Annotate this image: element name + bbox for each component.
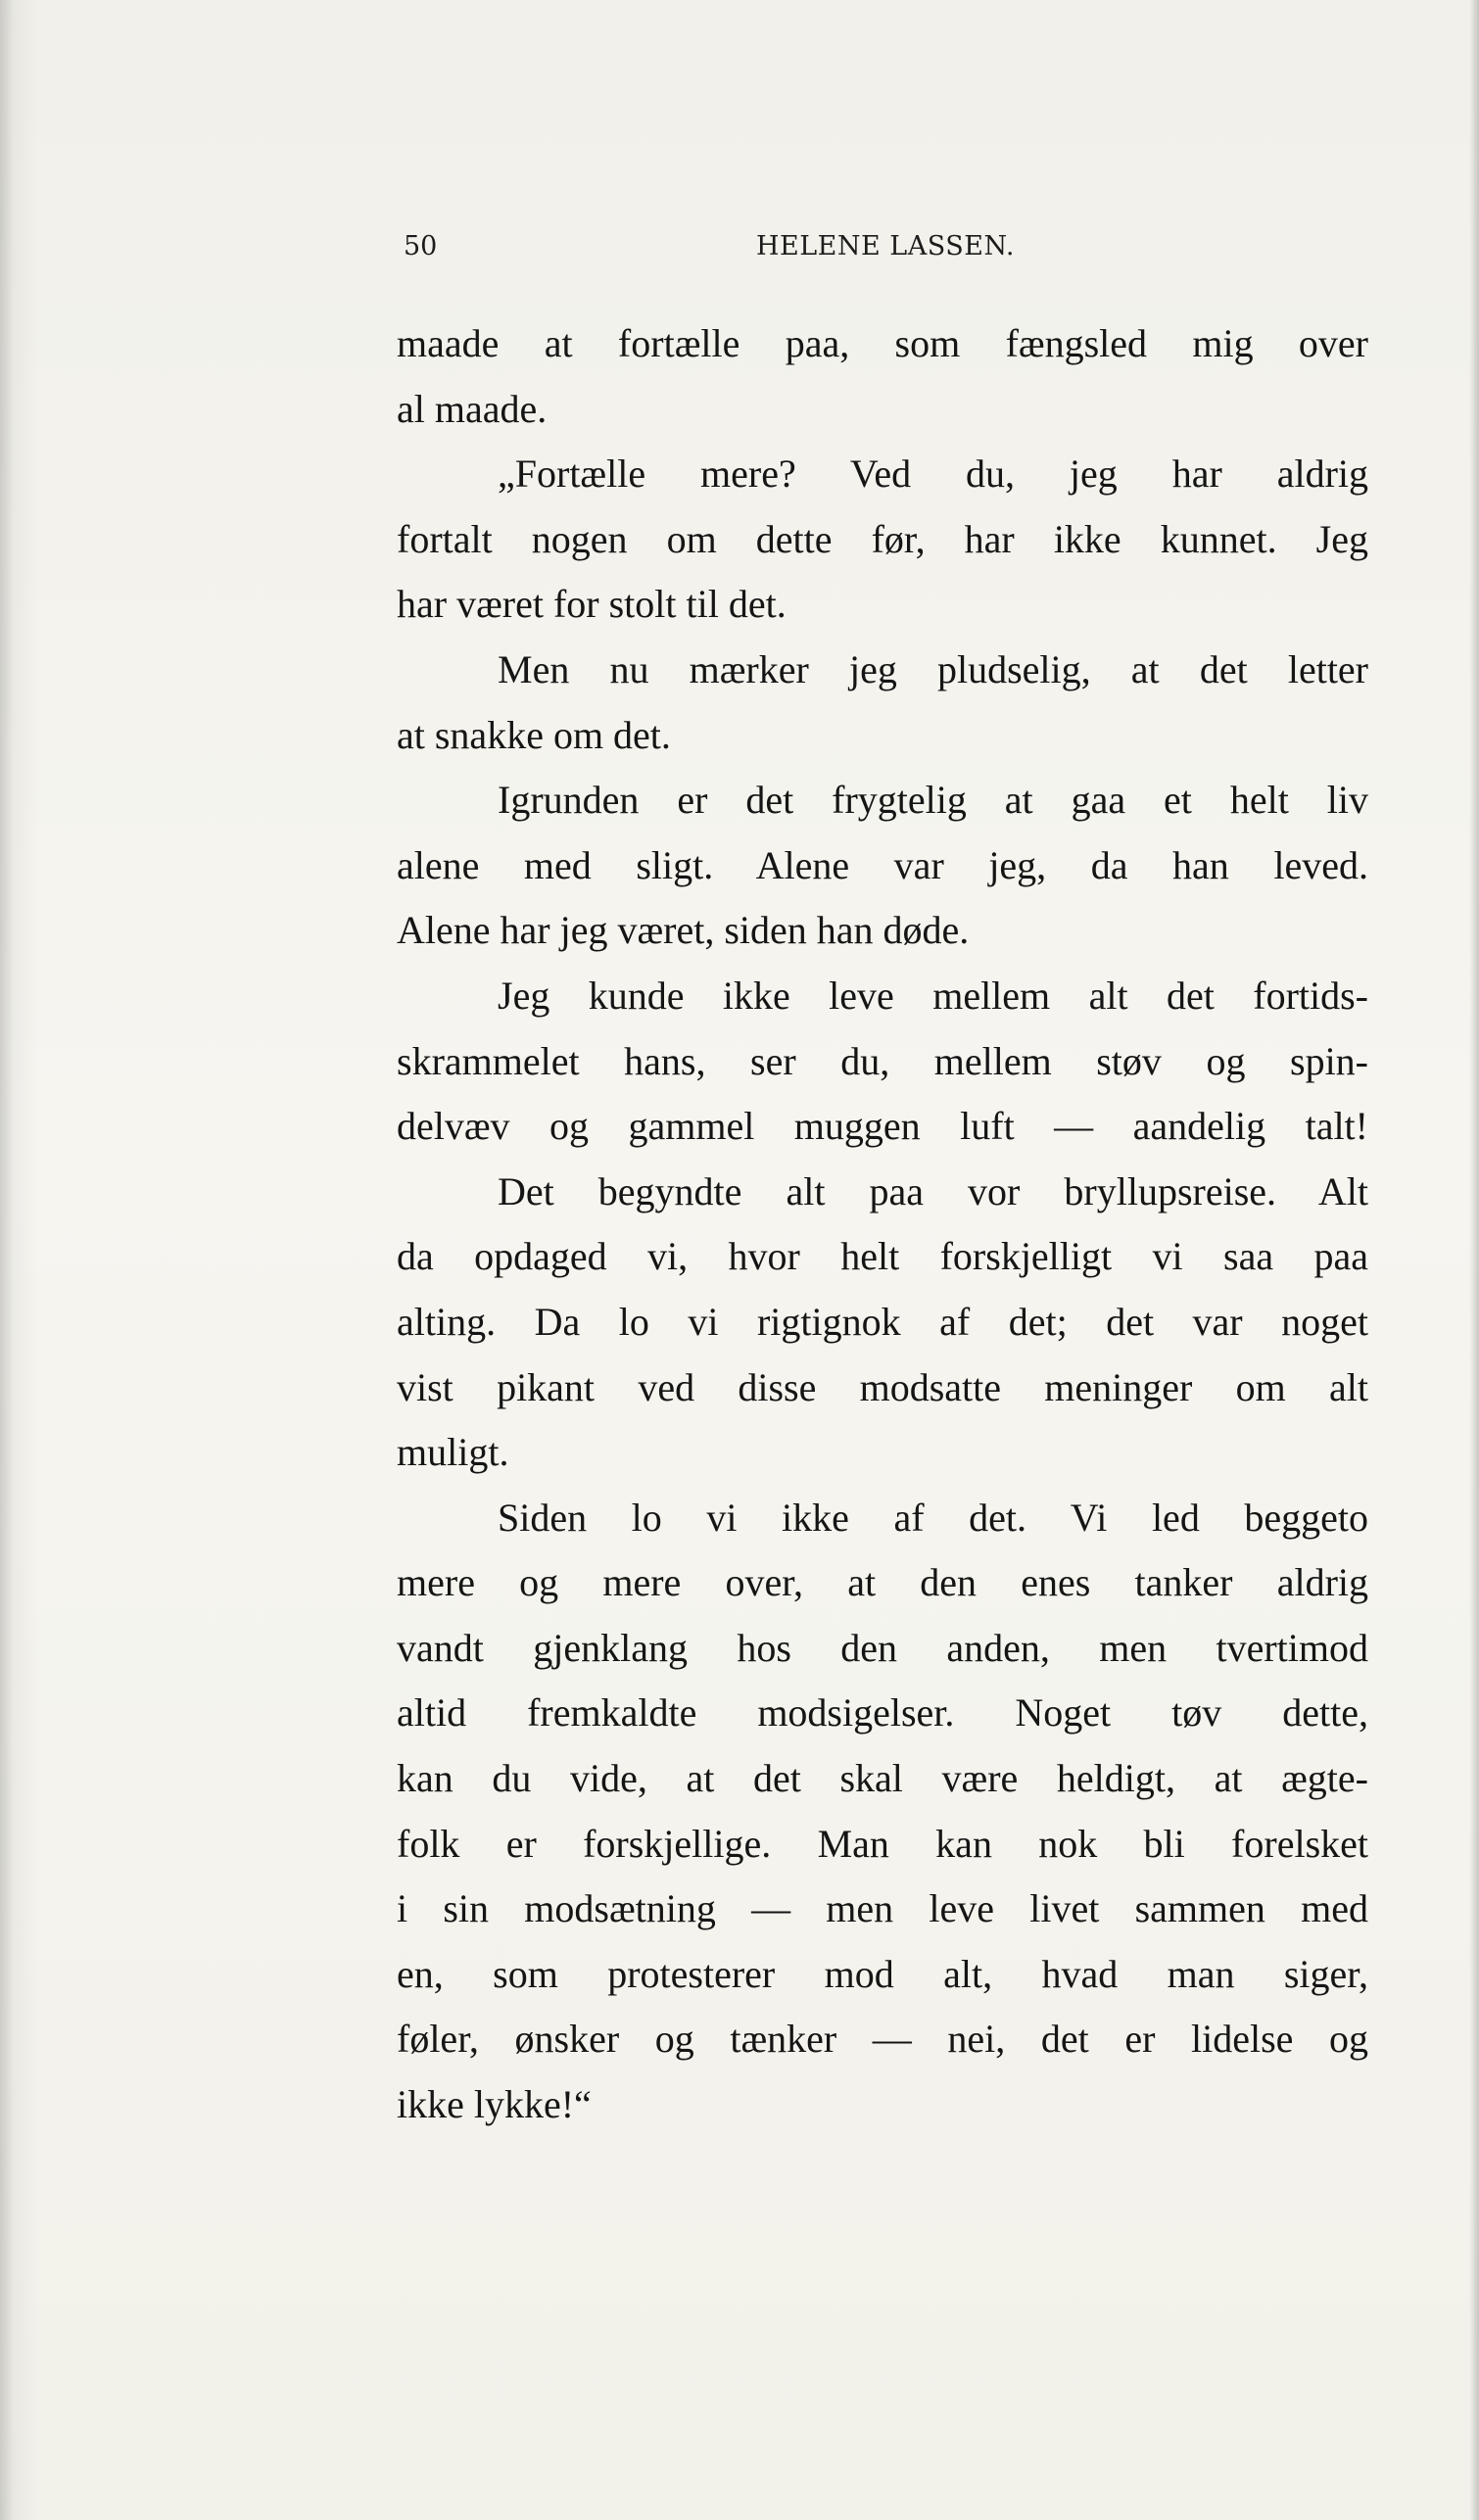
text-line: skrammelet hans, ser du, mellem støv og spin- — [397, 1038, 1368, 1083]
text-line: alting. Da lo vi rigtignok af det; det var noget — [397, 1299, 1368, 1344]
text-line: alene med sligt. Alene var jeg, da han leved. — [397, 842, 1368, 887]
text-line: altid fremkaldte modsigelser. Noget tøv dette, — [397, 1690, 1368, 1735]
text-line: folk er forskjellige. Man kan nok bli forelsket — [397, 1821, 1368, 1866]
body-text — [397, 311, 1368, 2138]
text-line: da opdaged vi, hvor helt forskjelligt vi saa paa — [397, 1234, 1368, 1279]
text-line: en, som protesterer mod alt, hvad man siger, — [397, 1951, 1368, 1996]
text-line: Jeg kunde ikke leve mellem alt det fortids- — [498, 973, 1368, 1018]
text-line: vandt gjenklang hos den anden, men tvertimod — [397, 1625, 1368, 1670]
text-line: Igrunden er det frygtelig at gaa et helt liv — [498, 778, 1368, 823]
text-line: muligt. — [397, 1430, 509, 1475]
text-line: har været for stolt til det. — [397, 582, 787, 627]
text-line: at snakke om det. — [397, 712, 671, 757]
page-edge-shadow — [1469, 0, 1479, 2520]
text-line: Alene har jeg været, siden han døde. — [397, 908, 970, 953]
text-line: al maade. — [397, 386, 548, 431]
text-line: maade at fortælle paa, som fængsled mig over — [397, 321, 1368, 365]
text-line: kan du vide, at det skal være heldigt, at ægte- — [397, 1756, 1368, 1801]
text-line: Men nu mærker jeg pludselig, at det letter — [498, 646, 1368, 691]
page-number: 50 — [404, 231, 438, 262]
running-title: HELENE LASSEN. — [756, 231, 1015, 262]
text-line: delvæv og gammel muggen luft — aandelig talt! — [397, 1104, 1368, 1149]
text-line: føler, ønsker og tænker — nei, det er lidelse og — [397, 2017, 1368, 2062]
text-line: Det begyndte alt paa vor bryllupsreise. Alt — [498, 1168, 1368, 1213]
text-line: ikke lykke!“ — [397, 2082, 592, 2127]
text-line: Siden lo vi ikke af det. Vi led beggeto — [498, 1495, 1368, 1540]
text-line: fortalt nogen om dette før, har ikke kunnet. Jeg — [397, 516, 1368, 561]
text-line: mere og mere over, at den enes tanker aldrig — [397, 1560, 1368, 1605]
text-line: i sin modsætning — men leve livet sammen med — [397, 1886, 1368, 1931]
text-line: „Fortælle mere? Ved du, jeg har aldrig — [498, 452, 1368, 497]
text-line: vist pikant ved disse modsatte meninger om alt — [397, 1364, 1368, 1409]
page-header — [404, 231, 1383, 270]
